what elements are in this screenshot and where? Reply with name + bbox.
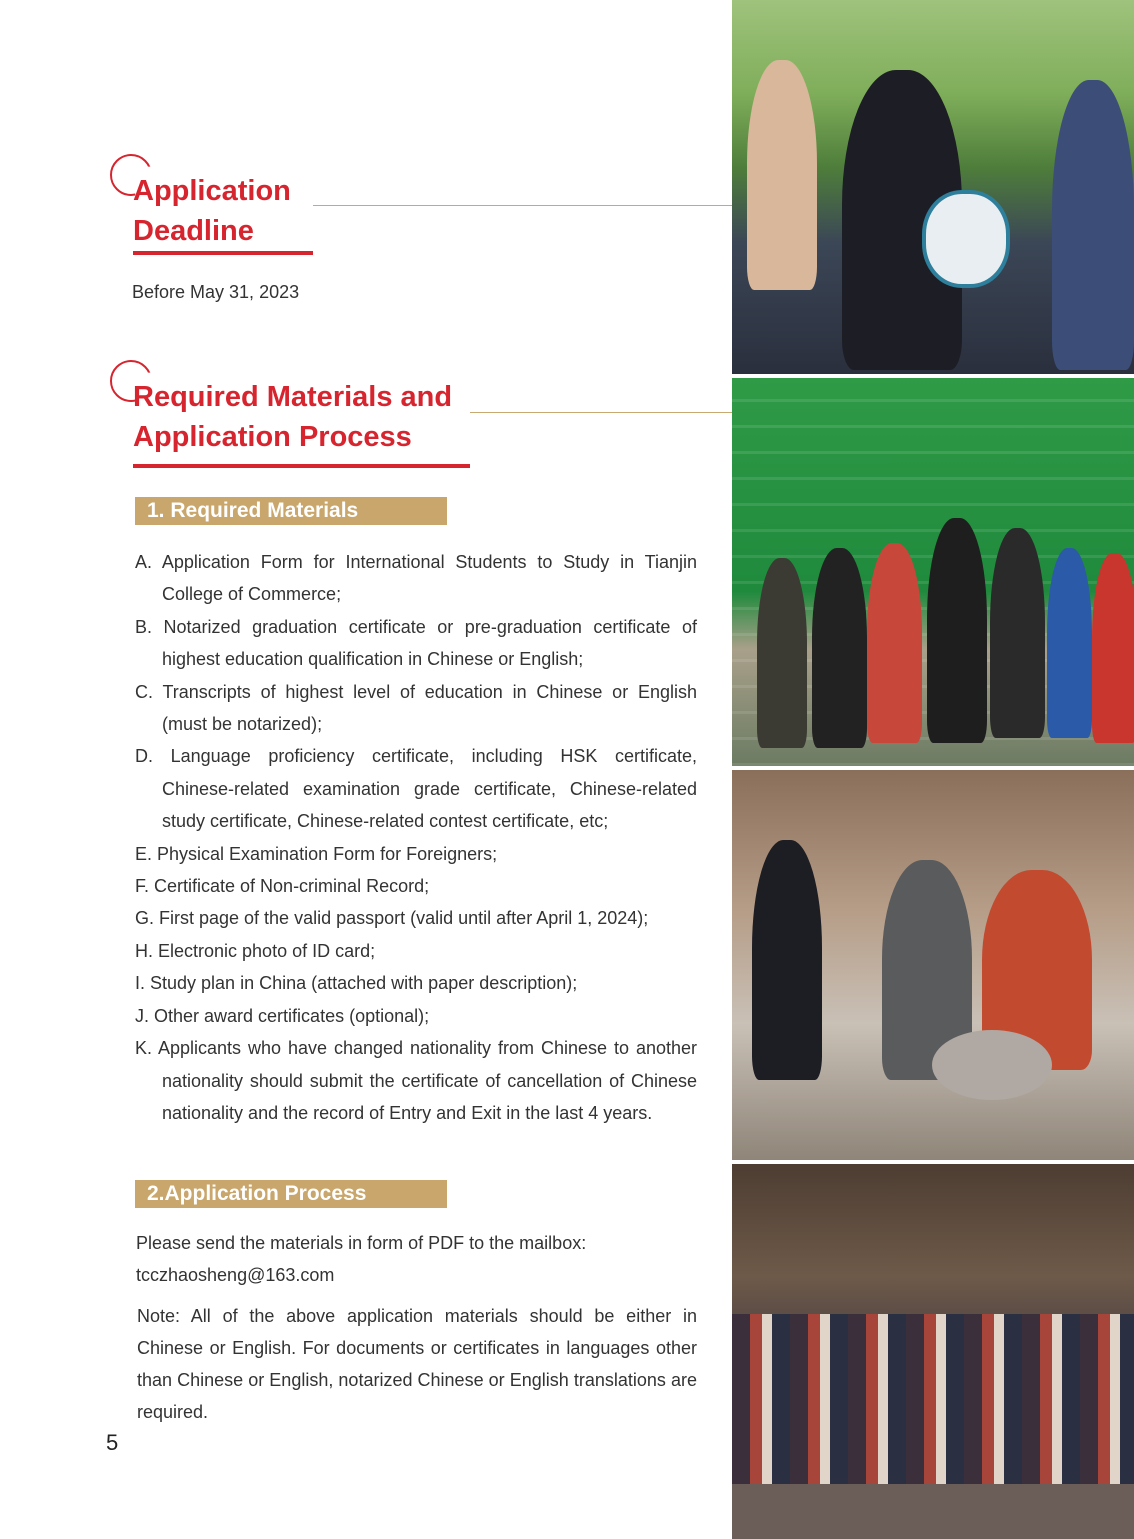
deadline-heading bbox=[133, 171, 291, 251]
list-item: H. Electronic photo of ID card; bbox=[135, 940, 376, 961]
list-item: F. Certificate of Non-criminal Record; bbox=[135, 876, 430, 897]
materials-heading-line1: Required Materials and bbox=[133, 381, 453, 413]
list-item: G. First page of the valid passport (valid until after April 1, 2024); bbox=[135, 908, 649, 929]
deadline-gold-rule bbox=[313, 205, 732, 206]
list-item: C. Transcripts of highest level of education in Chinese or English (must be notarized); bbox=[135, 681, 697, 735]
required-materials-list bbox=[135, 546, 697, 1129]
list-item: E. Physical Examination Form for Foreigners; bbox=[135, 843, 498, 864]
materials-heading bbox=[133, 377, 452, 457]
deadline-heading-underline bbox=[133, 251, 313, 255]
list-item: B. Notarized graduation certificate or pre-graduation certificate of highest education qualification in Chinese or English; bbox=[135, 616, 697, 670]
page-number: 5 bbox=[106, 1430, 119, 1455]
list-item: K. Applicants who have changed nationality from Chinese to another nationality should submit the certificate of cancellation of Chinese nationality and the record of Entry and Exit in the last 4 years. bbox=[135, 1038, 697, 1123]
deadline-heading-line2: Deadline bbox=[133, 215, 254, 247]
application-process-subheading: 2.Application Process bbox=[135, 1180, 447, 1208]
deadline-date: Before May 31, 2023 bbox=[132, 282, 300, 302]
materials-heading-underline bbox=[133, 464, 470, 468]
required-materials-subheading: 1. Required Materials bbox=[135, 497, 447, 525]
deadline-heading-line1: Application bbox=[133, 175, 291, 207]
list-item: I. Study plan in China (attached with paper description); bbox=[135, 973, 578, 994]
photo-students-with-opera-masks bbox=[732, 0, 1134, 374]
process-instruction: Please send the materials in form of PDF to the mailbox: bbox=[136, 1233, 587, 1253]
list-item: A. Application Form for International Students to Study in Tianjin College of Commerce; bbox=[135, 552, 697, 605]
list-item: D. Language proficiency certificate, including HSK certificate, Chinese-related examination grade certificate, Chinese-related study certificate, Chinese-related contest certificate, etc; bbox=[135, 746, 697, 832]
process-note: Note: All of the above application materials should be either in Chinese or English. For documents or certificates in languages other than Chinese or English, notarized Chinese or English translations are required. bbox=[137, 1306, 697, 1422]
process-email: tcczhaosheng@163.com bbox=[136, 1265, 335, 1285]
list-item: J. Other award certificates (optional); bbox=[135, 1005, 430, 1026]
photo-students-making-dumplings bbox=[732, 770, 1134, 1160]
photo-group-at-museum bbox=[732, 1164, 1134, 1539]
materials-heading-line2: Application Process bbox=[133, 421, 412, 453]
materials-gold-rule bbox=[470, 412, 732, 413]
photo-students-in-gym bbox=[732, 378, 1134, 766]
